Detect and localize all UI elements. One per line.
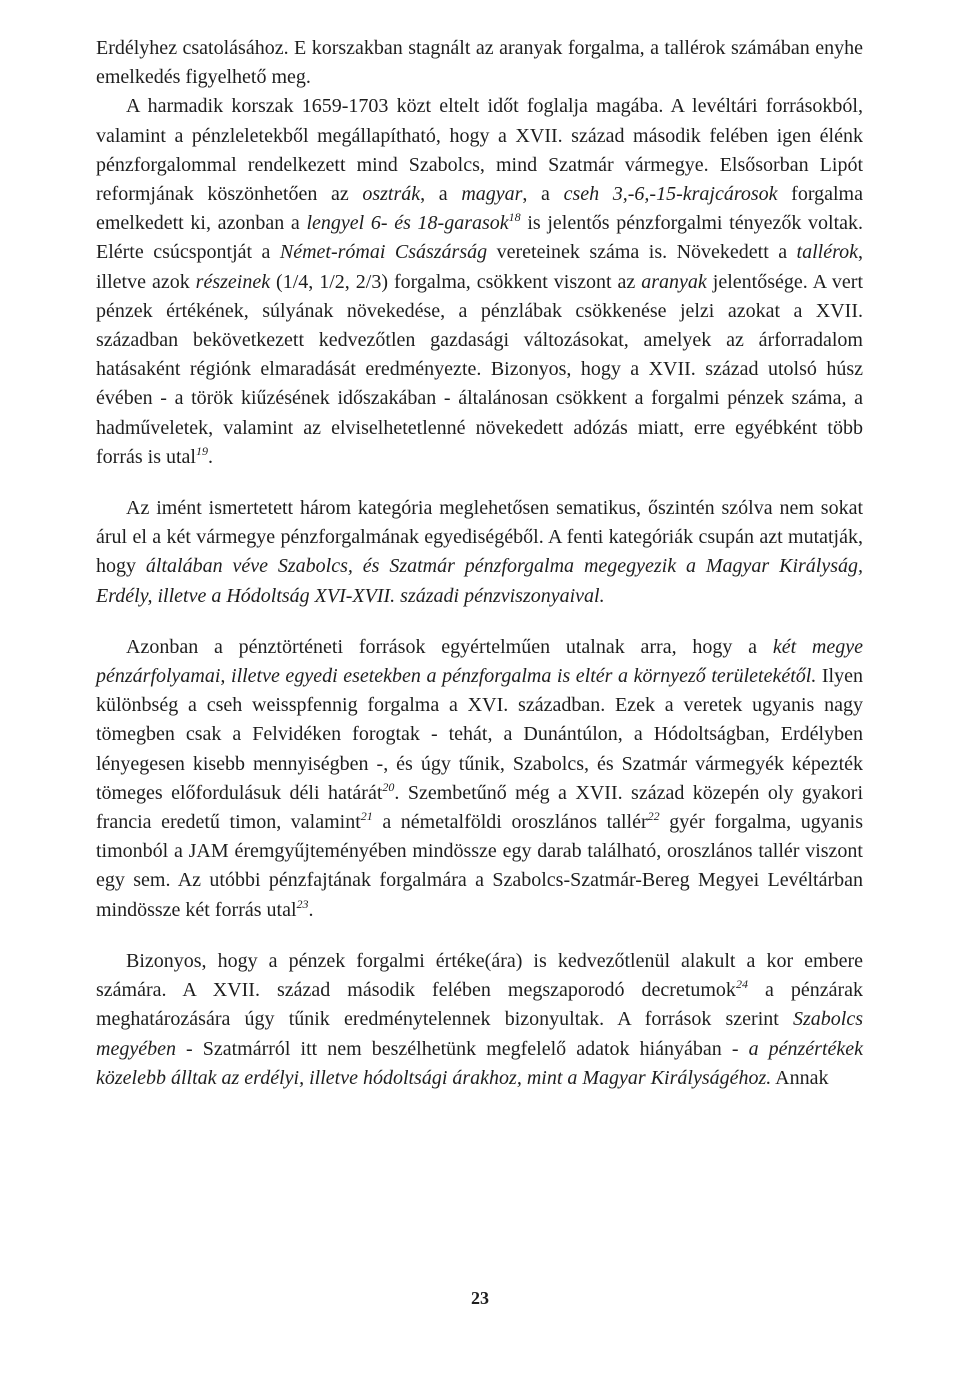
body-text: . Szembetűnő még a XVII. század közepén oly gyakori francia eredetű timon, valamint xyxy=(96,781,863,834)
body-text: (1/4, 1/2, 2/3) forgalma, csökkent viszont az xyxy=(270,270,642,293)
body-text: . xyxy=(308,898,314,921)
body-text: A harmadik korszak 1659-1703 közt eltelt időt foglalja magába. A levéltári forrásokból, valamint a pénzleletekből megállapítható, hogy a XVII. század második felében igen élénk pénzforgalommal rendelkezett mind Szabolcs, mind Szatmár vármegye. Elsősorban Lipót reformjának köszönhetően az xyxy=(96,95,863,206)
paragraph-3 xyxy=(96,494,863,611)
body-text: Erdélyhez csatolásához. E korszakban stagnált az aranyak forgalma, a tallérok számában enyhe emelkedés figyelhető meg. xyxy=(96,37,863,89)
footnote-marker: 18 xyxy=(508,210,521,225)
body-text: a németalföldi oroszlános tallér xyxy=(372,811,648,834)
body-text: Annak xyxy=(771,1066,829,1089)
footnote-marker: 24 xyxy=(735,977,748,992)
emphasis-text: aranyak xyxy=(641,270,707,293)
paragraph-1 xyxy=(96,34,863,92)
body-text: gyér forgalma, ugyanis timonból a JAM éremgyűjteményében mindössze egy darab található, oroszlános tallér viszont egy sem. Az utóbbi pénzfajtának forgalmára a Szabolcs-Szatmár-Bereg Megyei Levéltárban mindössze két forrás utal xyxy=(96,811,863,921)
emphasis-text: lengyel 6- és 18-garasok xyxy=(306,212,509,235)
emphasis-text: általában véve Szabolcs, és Szatmár pénzforgalma megegyezik a Magyar Királyság, Erdély, illetve a Hódoltság XVI-XVII. századi pénzviszonyaival. xyxy=(96,555,864,607)
page-number: 23 xyxy=(471,1288,489,1308)
body-text: is jelentős pénzforgalmi tényezők voltak. Elérte csúcspontját a xyxy=(96,212,864,264)
footnote-marker: 20 xyxy=(382,779,395,794)
footnote-marker: 21 xyxy=(360,809,373,824)
paragraph-2 xyxy=(96,92,863,472)
body-text: - Szatmárról itt nem beszélhetünk megfelelő adatok hiányában - xyxy=(175,1037,749,1060)
body-text: a pénzárak meghatározására úgy tűnik eredménytelennek bizonyultak. A források szerint xyxy=(96,979,863,1031)
emphasis-text: cseh 3,-6,-15-krajcárosok xyxy=(563,183,778,206)
emphasis-text: két megye pénzárfolyamai, illetve egyedi esetekben a pénzforgalma is eltér a környező területekétől. xyxy=(96,635,863,688)
emphasis-text: a pénzértékek közelebb álltak az erdélyi, illetve hódoltsági árakhoz, mint a Magyar Királyságéhoz. xyxy=(96,1037,864,1089)
body-text: forgalma emelkedett ki, azonban a xyxy=(96,183,863,235)
emphasis-text: részeinek xyxy=(195,270,271,293)
body-text: . xyxy=(207,445,213,468)
body-text: vereteinek száma is. Növekedett a xyxy=(487,241,797,264)
body-text: Az imént ismertetett három kategória meglehetősen sematikus, őszintén szólva nem sokat árul el a két vármegye pénzforgalmának egyediségéből. A fenti kategóriák csupán azt mutatják, hogy xyxy=(96,497,863,578)
body-text: , a xyxy=(420,183,462,206)
emphasis-text: Szabolcs megyében xyxy=(96,1008,863,1060)
paragraph-5 xyxy=(96,947,863,1093)
footnote-marker: 22 xyxy=(647,809,660,824)
body-text: , a xyxy=(522,183,564,206)
body-text: jelentősége. A vert pénzek értékének, súlyának növekedése, a pénzlábak csökkenése jelzi azokat a XVII. században bekövetkezett kedvezőtlen gazdasági változásokat, amelyek az árforradalom hatásaként régiónk elmaradását eredményezte. Bizonyos, hogy a XVII. század utolsó húsz évében - a török kiűzésének időszakában - általánosan csökkent a forgalmi pénzek száma, a hadműveletek, valamint az elviselhetetlenné növekedett adózás miatt, erre egyébként több forrás is utal xyxy=(96,270,864,468)
paragraph-4 xyxy=(96,633,863,925)
page-body xyxy=(96,34,863,1093)
body-text: , illetve azok xyxy=(96,241,864,293)
body-text: Azonban a pénztörténeti források egyértelműen utalnak arra, hogy a xyxy=(126,635,773,658)
body-text: Bizonyos, hogy a pénzek forgalmi értéke(ára) is kedvezőtlenül alakult a kor embere számára. A XVII. század második felében megszaporodó decretumok xyxy=(96,949,863,1002)
footnote-marker: 19 xyxy=(195,443,208,458)
emphasis-text: tallérok xyxy=(796,241,859,264)
footnote-marker: 23 xyxy=(296,896,309,911)
emphasis-text: osztrák xyxy=(362,183,421,206)
body-text: Ilyen különbség a cseh weisspfennig forgalma a XVI. században. Ezek a veretek ugyanis nagy tömegben csak a Felvidéken forogtak - tehát, a Dunántúlon, a Hódoltságban, Erdélyben lényegesen kisebb mennyiségben -, és úgy tűnik, Szabolcs, és Szatmár vármegyék képezték tömeges előfordulásuk déli határát xyxy=(96,665,863,804)
emphasis-text: Német-római Császárság xyxy=(279,241,488,264)
emphasis-text: magyar xyxy=(461,183,523,206)
